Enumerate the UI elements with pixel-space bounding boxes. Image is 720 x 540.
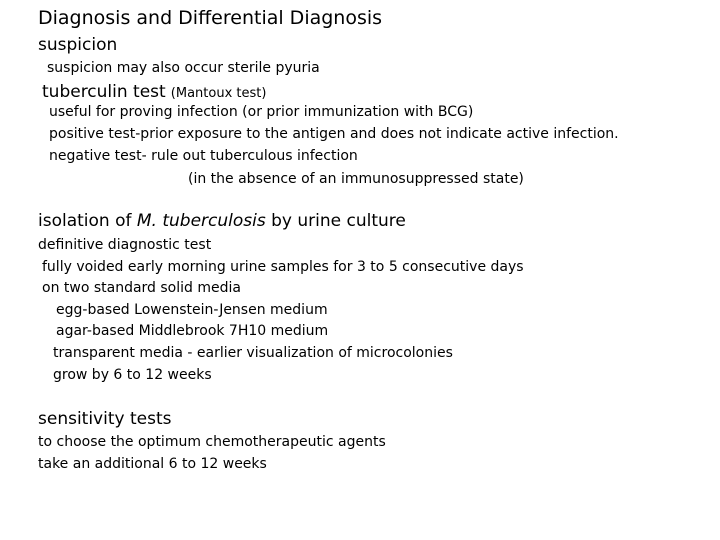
tuberculin-line: negative test- rule out tuberculous infection — [49, 148, 358, 164]
isolation-heading — [38, 213, 406, 230]
tuberculin-heading-note: (Mantoux test) — [170, 86, 267, 101]
tuberculin-heading-label: tuberculin test — [42, 82, 166, 102]
suspicion-heading: suspicion — [38, 35, 118, 55]
isolation-line: agar-based Middlebrook 7H10 medium — [56, 323, 329, 339]
tuberculin-line: useful for proving infection (or prior immunization with BCG) — [49, 104, 474, 120]
sensitivity-line: to choose the optimum chemotherapeutic agents — [38, 434, 386, 450]
isolation-line: grow by 6 to 12 weeks — [53, 367, 212, 383]
sensitivity-line: take an additional 6 to 12 weeks — [38, 456, 267, 472]
tuberculin-heading — [42, 84, 266, 101]
organism-name: M. tuberculosis — [136, 211, 266, 231]
suspicion-text: suspicion may also occur sterile pyuria — [47, 60, 320, 76]
isolation-line: definitive diagnostic test — [38, 237, 212, 253]
isolation-heading-prefix: isolation of — [38, 211, 137, 231]
sensitivity-heading: sensitivity tests — [38, 409, 172, 429]
isolation-line: transparent media - earlier visualization of microcolonies — [53, 345, 453, 361]
isolation-heading-suffix: by urine culture — [265, 211, 406, 231]
isolation-line: on two standard solid media — [42, 280, 241, 296]
tuberculin-line: positive test-prior exposure to the antigen and does not indicate active infection. — [49, 126, 619, 142]
page-title: Diagnosis and Differential Diagnosis — [38, 7, 383, 29]
tuberculin-line: (in the absence of an immunosuppressed state) — [188, 171, 524, 187]
isolation-line: egg-based Lowenstein-Jensen medium — [56, 302, 328, 318]
isolation-line: fully voided early morning urine samples for 3 to 5 consecutive days — [42, 259, 524, 275]
